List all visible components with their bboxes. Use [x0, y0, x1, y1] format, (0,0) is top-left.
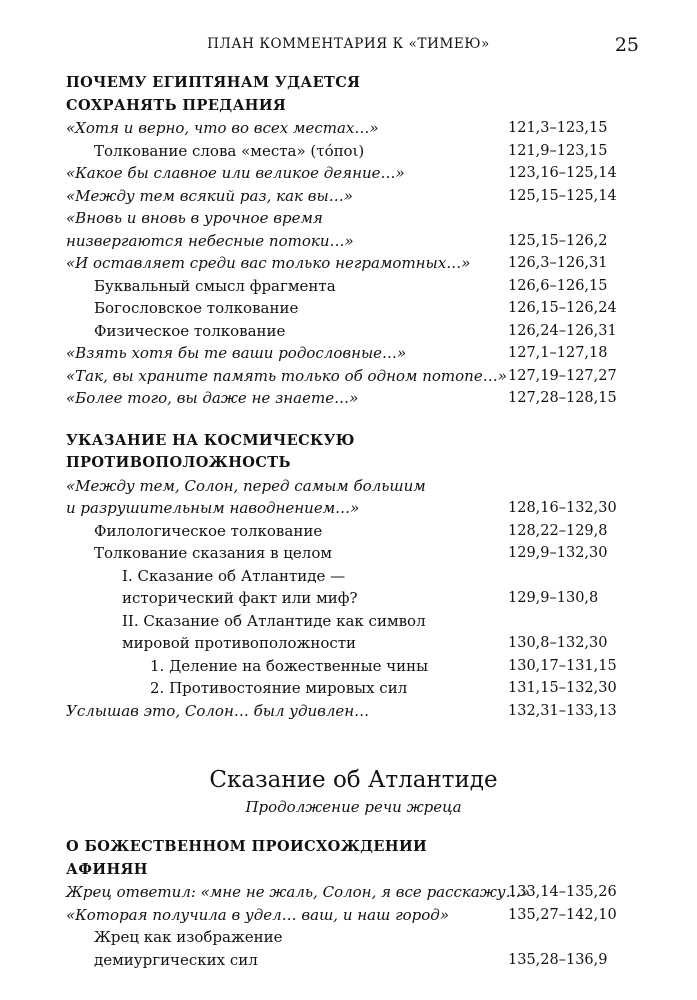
toc-entry-title: I. Сказание об Атлантиде — [122, 566, 346, 585]
toc-entry-title: «Хотя и верно, что во всех местах…» [66, 119, 379, 137]
toc-entry-title: «Взять хотя бы те ваши родословные…» [66, 344, 407, 362]
toc-entry [66, 207, 641, 230]
toc-entry [66, 230, 641, 253]
toc-section [66, 836, 641, 971]
toc-entry-title: Жрец как изображение [94, 928, 283, 946]
toc-entry [66, 320, 641, 343]
toc-entry [66, 275, 641, 298]
toc-entry-title: II. Сказание об Атлантиде как символ [122, 611, 426, 630]
toc-entry [66, 475, 641, 498]
toc-entry [66, 632, 641, 655]
toc-entry-title: «Так, вы храните память только об одном потопе…» [66, 366, 507, 385]
toc-entry [66, 162, 641, 185]
section-heading-text: СОХРАНЯТЬ ПРЕДАНИЯ [66, 96, 287, 114]
toc-entry [66, 587, 641, 610]
toc-entry-title: и разрушительным наводнением…» [66, 499, 360, 517]
toc-entry-title: Физическое толкование [94, 321, 286, 340]
toc-entry-ref: 125,15–126,2 [508, 232, 608, 249]
toc-entry [66, 387, 641, 410]
toc-entry-ref: 123,16–125,14 [508, 165, 617, 181]
toc-entry [66, 520, 641, 543]
toc-entry-ref: 133,14–135,26 [508, 884, 617, 900]
toc-entry [66, 252, 641, 275]
toc-entry-title: «Вновь и вновь в урочное время [66, 209, 323, 227]
toc-entry-title: «Более того, вы даже не знаете…» [66, 389, 359, 407]
toc-entry [66, 140, 641, 163]
toc-entry-ref: 132,31–133,13 [508, 702, 617, 719]
section-heading [66, 859, 641, 882]
toc-entry [66, 297, 641, 320]
page-number: 25 [614, 34, 639, 56]
toc-section [66, 72, 641, 410]
toc-entry-ref: 128,22–129,8 [508, 522, 608, 539]
toc-entry-title: Толкование сказания в целом [94, 544, 333, 562]
toc-entry-title: исторический факт или миф? [122, 589, 358, 607]
toc-entry [66, 185, 641, 208]
toc-entry [66, 677, 641, 700]
toc-entry-title: Филологическое толкование [94, 521, 323, 540]
section-heading-text: ПРОТИВОПОЛОЖНОСТЬ [66, 454, 291, 471]
section-heading [66, 95, 641, 118]
section-heading-text: О БОЖЕСТВЕННОМ ПРОИСХОЖДЕНИИ [66, 838, 428, 855]
toc-entry-ref: 129,9–130,8 [508, 590, 599, 606]
section-heading [66, 452, 641, 475]
toc-entry [66, 565, 641, 588]
toc-entry-title: «Которая получила в удел… ваш, и наш город» [66, 905, 449, 924]
toc-entry-title: низвергаются небесные потоки…» [66, 231, 354, 250]
toc-entry [66, 949, 641, 972]
toc-entry-ref: 135,28–136,9 [508, 951, 608, 968]
toc-entry-title: Услышав это, Солон… был удивлен… [66, 701, 370, 720]
section-heading [66, 836, 641, 859]
toc-entry [66, 904, 641, 927]
toc-entry-ref: 126,24–126,31 [508, 322, 617, 339]
toc-entry [66, 655, 641, 678]
toc-entry-ref: 125,15–125,14 [508, 187, 617, 204]
toc-entry-ref: 127,28–128,15 [508, 390, 617, 406]
toc-entry-ref: 121,3–123,15 [508, 120, 608, 136]
toc-entry [66, 365, 641, 388]
toc-entry-title: 1. Деление на божественные чины [150, 656, 429, 675]
section-heading [66, 430, 641, 453]
toc-entry-ref: 128,16–132,30 [508, 500, 617, 516]
toc-entry-ref: 121,9–123,15 [508, 142, 608, 159]
toc-entry-ref: 127,19–127,27 [508, 367, 617, 384]
toc-entry-ref: 130,8–132,30 [508, 635, 608, 651]
toc-section [66, 430, 641, 723]
page-header [0, 34, 697, 58]
toc-entry-title: 2. Противостояние мировых сил [150, 679, 408, 697]
section-heading-text: АФИНЯН [66, 860, 148, 878]
toc-entry-ref: 126,3–126,31 [508, 255, 608, 271]
toc-entry-title: «Между тем, Солон, перед самым большим [66, 476, 426, 495]
toc-entry-title: «Между тем всякий раз, как вы…» [66, 186, 353, 205]
toc-entry-title: Буквальный смысл фрагмента [94, 276, 336, 295]
toc-entry-ref: 135,27–142,10 [508, 906, 617, 923]
toc-entry [66, 342, 641, 365]
toc-entry [66, 881, 641, 904]
table-of-contents [66, 72, 641, 971]
section-heading-text: ПОЧЕМУ ЕГИПТЯНАМ УДАЕТСЯ [66, 74, 361, 91]
toc-entry-title: мировой противоположности [122, 634, 357, 652]
toc-entry-ref: 126,15–126,24 [508, 300, 617, 316]
toc-entry-ref: 130,17–131,15 [508, 657, 617, 674]
toc-entry [66, 542, 641, 565]
toc-entry-title: «И оставляет среди вас только неграмотных…» [66, 254, 471, 272]
section-heading [66, 72, 641, 95]
toc-entry-title: Толкование слова «места» (τόποι) [94, 141, 365, 160]
toc-entry [66, 117, 641, 140]
section-gap [66, 722, 641, 742]
toc-entry [66, 497, 641, 520]
part-title: Сказание об Атлантиде [209, 767, 498, 793]
toc-entry [66, 610, 641, 633]
toc-entry-ref: 127,1–127,18 [508, 345, 608, 361]
toc-entry-ref: 131,15–132,30 [508, 680, 617, 696]
section-gap [66, 410, 641, 430]
toc-entry [66, 700, 641, 723]
toc-entry-ref: 126,6–126,15 [508, 277, 608, 294]
part-subtitle: Продолжение речи жреца [245, 798, 462, 816]
toc-entry-title: демиургических сил [94, 950, 258, 969]
toc-entry [66, 926, 641, 949]
running-title: ПЛАН КОММЕНТАРИЯ К «ТИМЕЮ» [207, 36, 490, 52]
toc-entry-title: «Какое бы славное или великое деяние…» [66, 164, 405, 182]
toc-entry-title: Богословское толкование [94, 299, 299, 317]
section-heading-text: УКАЗАНИЕ НА КОСМИЧЕСКУЮ [66, 431, 355, 449]
toc-entry-ref: 129,9–132,30 [508, 545, 608, 561]
toc-entry-title: Жрец ответил: «мне не жаль, Солон, я все расскажу…» [66, 883, 530, 901]
